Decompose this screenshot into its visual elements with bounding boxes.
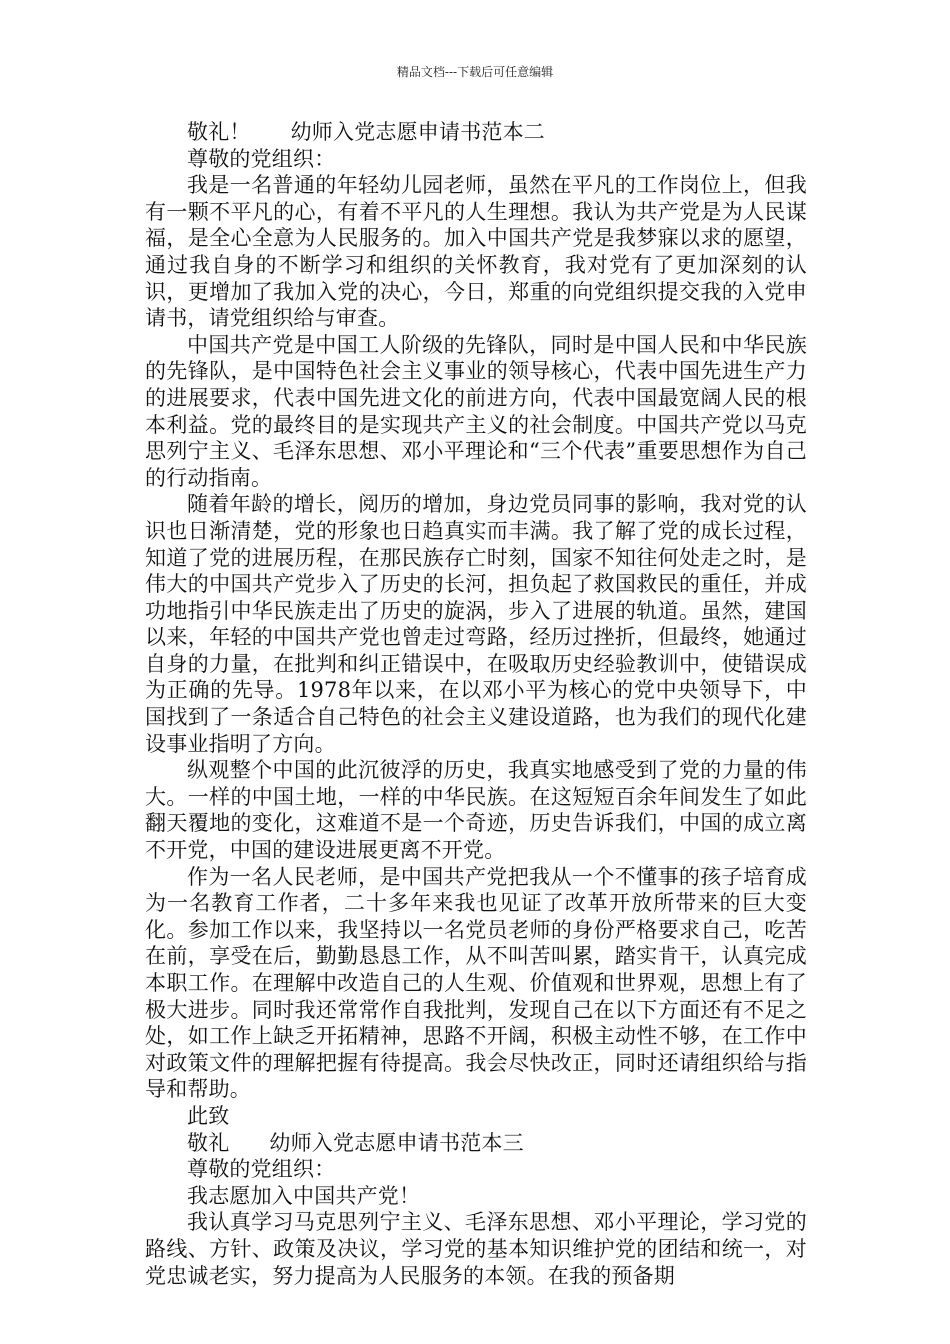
page-header: 精品文档---下载后可任意编辑 bbox=[396, 65, 554, 79]
closing-salutation: 敬礼 bbox=[187, 1130, 230, 1155]
body-paragraph: 我是一名普通的年轻幼儿园老师，虽然在平凡的工作岗位上，但我有一颗不平凡的心，有着不平凡的人生理想。我认为共产党是为人民谋福，是全心全意为人民服务的。加入中国共产党是我梦寐以求的愿望，通过我自身的不断学习和组织的关怀教育，我对党有了更加深刻的认识，更增加了我加入党的决心，今日，郑重的向党组织提交我的入党申请书，请党组织给与审查。 bbox=[145, 173, 807, 331]
body-paragraph: 我认真学习马克思列宁主义、毛泽东思想、邓小平理论，学习党的路线、方针、政策及决议，学习党的基本知识维护党的团结和统一，对党忠诚老实，努力提高为人民服务的本领。在我的预备期 bbox=[145, 1210, 807, 1288]
body-paragraph: 纵观整个中国的此沉彼浮的历史，我真实地感受到了党的力量的伟大。一样的中国土地，一样的中华民族。在这短短百余年间发生了如此翻天覆地的变化，这难道不是一个奇迹，历史告诉我们，中国的成立离不开党，中国的建设进展更离不开党。 bbox=[145, 758, 807, 863]
declaration-line: 我志愿加入中国共产党！ bbox=[187, 1183, 421, 1208]
document-body bbox=[145, 119, 807, 1289]
closing-line: 此致 bbox=[187, 1103, 230, 1128]
section-title: 幼师入党志愿申请书范本三 bbox=[269, 1130, 524, 1155]
body-paragraph: 作为一名人民老师，是中国共产党把我从一个不懂事的孩子培育成为一名教育工作者，二十多年来我也见证了改革开放所带来的巨大变化。参加工作以来，我坚持以一名党员老师的身份严格要求自己，吃苦在前，享受在后，勤勤恳恳工作，从不叫苦叫累，踏实肯干，认真完成本职工作。在理解中改造自己的人生观、价值观和世界观，思想上有了极大进步。同时我还常常作自我批判，发现自己在以下方面还有不足之处，如工作上缺乏开拓精神，思路不开阔，积极主动性不够，在工作中对政策文件的理解把握有待提高。我会尽快改正，同时还请组织给与指导和帮助。 bbox=[145, 864, 807, 1102]
body-paragraph: 中国共产党是中国工人阶级的先锋队，同时是中国人民和中华民族的先锋队，是中国特色社会主义事业的领导核心，代表中国先进生产力的进展要求，代表中国先进文化的前进方向，代表中国最宽阔人民的根本利益。党的最终目的是实现共产主义的社会制度。中国共产党以马克思列宁主义、毛泽东思想、邓小平理论和“三个代表”重要思想作为自己的行动指南。 bbox=[145, 332, 807, 490]
closing-salutation: 敬礼！ bbox=[187, 120, 251, 144]
body-paragraph: 随着年龄的增长，阅历的增加，身边党员同事的影响，我对党的认识也日渐清楚，党的形象也日趋真实而丰满。我了解了党的成长过程，知道了党的进展历程，在那民族存亡时刻，国家不知往何处走之时，是伟大的中国共产党步入了历史的长河，担负起了救国救民的重任，并成功地指引中华民族走出了历史的旋涡，步入了进展的轨道。虽然，建国以来，年轻的中国共产党也曾走过弯路，经历过挫折，但最终，她通过自身的力量，在批判和纠正错误中，在吸取历史经验教训中，使错误成为正确的先导。1978年以来，在以邓小平为核心的党中央领导下，中国找到了一条适合自己特色的社会主义建设道路，也为我们的现代化建设事业指明了方向。 bbox=[145, 492, 807, 756]
salutation: 尊敬的党组织： bbox=[187, 146, 336, 171]
section-title: 幼师入党志愿申请书范本二 bbox=[290, 120, 546, 144]
salutation: 尊敬的党组织： bbox=[187, 1157, 336, 1182]
section-title-line bbox=[145, 119, 807, 146]
section-title-line bbox=[145, 1130, 807, 1157]
